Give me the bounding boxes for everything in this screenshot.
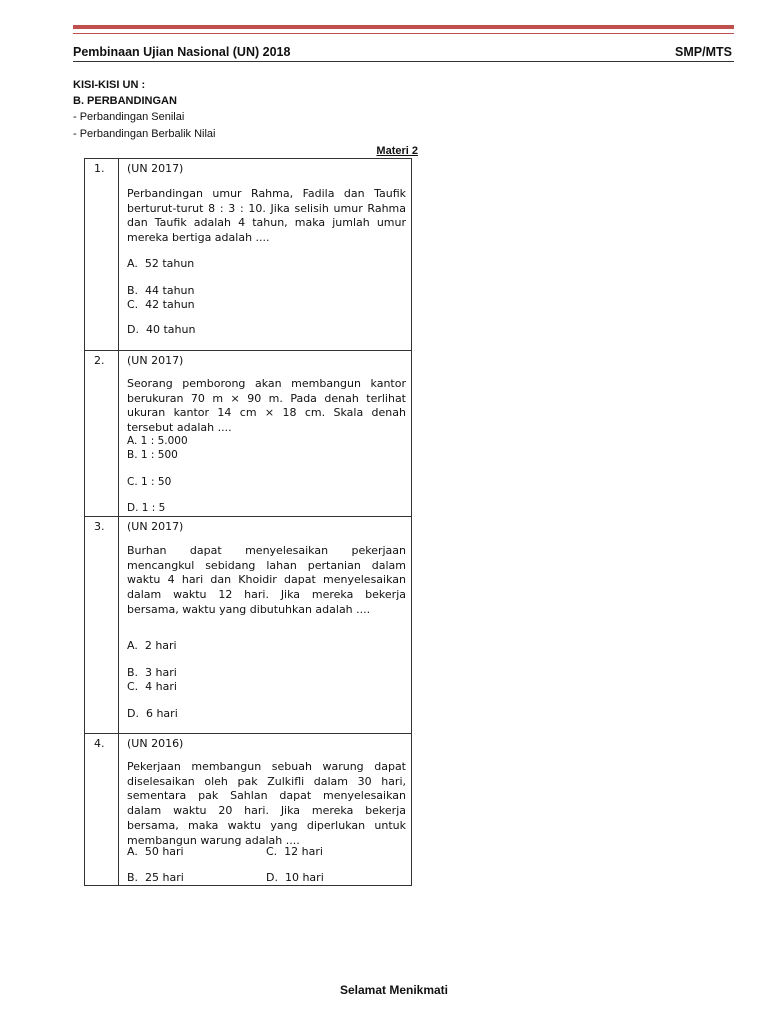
kisi-item: - Perbandingan Senilai [73,111,185,123]
question-source: (UN 2017) [127,354,184,367]
header-divider [73,61,734,62]
option-c: C. 4 hari [127,680,177,693]
question-text: Pekerjaan membangun sebuah warung dapat diselesaikan oleh pak Zulkifli dalam 30 hari, sementara pak Sahlan dapat menyelesaikan dalam waktu 20 hari. Jika mereka bekerja bersama, maka waktu yang diperlukan untuk membangun warung adalah .... [127,760,406,847]
option-d: D. 40 tahun [127,323,196,336]
column-divider [118,734,119,885]
option-a: A. 2 hari [127,639,177,652]
question-text: Seorang pemborong akan membangun kantor berukuran 70 m × 90 m. Pada denah terlihat ukuran kantor 14 cm × 18 cm. Skala denah tersebut adalah .... [127,377,406,435]
option-a: A. 52 tahun [127,257,195,270]
option-d: D. 6 hari [127,707,178,720]
question-box-2 [84,350,412,517]
kisi-item: - Perbandingan Berbalik Nilai [73,128,216,140]
question-box-4 [84,733,412,886]
materi-label: Materi 2 [376,145,418,157]
option-b: B. 25 hari [127,871,184,884]
question-box-3 [84,516,412,734]
option-b: B. 44 tahun [127,284,195,297]
header-level: SMP/MTS [675,45,732,59]
question-source: (UN 2017) [127,520,184,533]
question-number: 2. [94,354,105,367]
option-a: A. 50 hari [127,845,184,858]
header-title: Pembinaan Ujian Nasional (UN) 2018 [73,45,291,59]
column-divider [118,517,119,733]
question-box-1 [84,158,412,351]
kisi-title: KISI-KISI UN : [73,79,146,91]
column-divider [118,159,119,350]
option-b: B. 1 : 500 [127,449,178,461]
option-c: C. 12 hari [266,845,323,858]
question-text: Perbandingan umur Rahma, Fadila dan Taufik berturut-turut 8 : 3 : 10. Jika selisih umur Rahma dan Taufik adalah 4 tahun, maka jumlah umur mereka bertiga adalah .... [127,187,406,245]
question-source: (UN 2016) [127,737,184,750]
question-number: 3. [94,520,105,533]
option-a: A. 1 : 5.000 [127,435,188,447]
section-title: B. PERBANDINGAN [73,95,177,107]
option-b: B. 3 hari [127,666,177,679]
question-number: 1. [94,162,105,175]
question-source: (UN 2017) [127,162,184,175]
question-text: Burhan dapat menyelesaikan pekerjaan mencangkul sebidang lahan pertanian dalam waktu 4 hari dan Khoidir dapat menyelesaikan dalam waktu 12 hari. Jika mereka bekerja bersama, waktu yang dibutuhkan adalah .... [127,544,406,616]
header-accent-bar [73,25,734,29]
option-c: C. 1 : 50 [127,476,172,488]
footer-text: Selamat Menikmati [339,983,449,997]
option-d: D. 1 : 5 [127,502,166,514]
header-accent-line [73,33,734,34]
column-divider [118,351,119,516]
option-d: D. 10 hari [266,871,324,884]
option-c: C. 42 tahun [127,298,195,311]
question-number: 4. [94,737,105,750]
